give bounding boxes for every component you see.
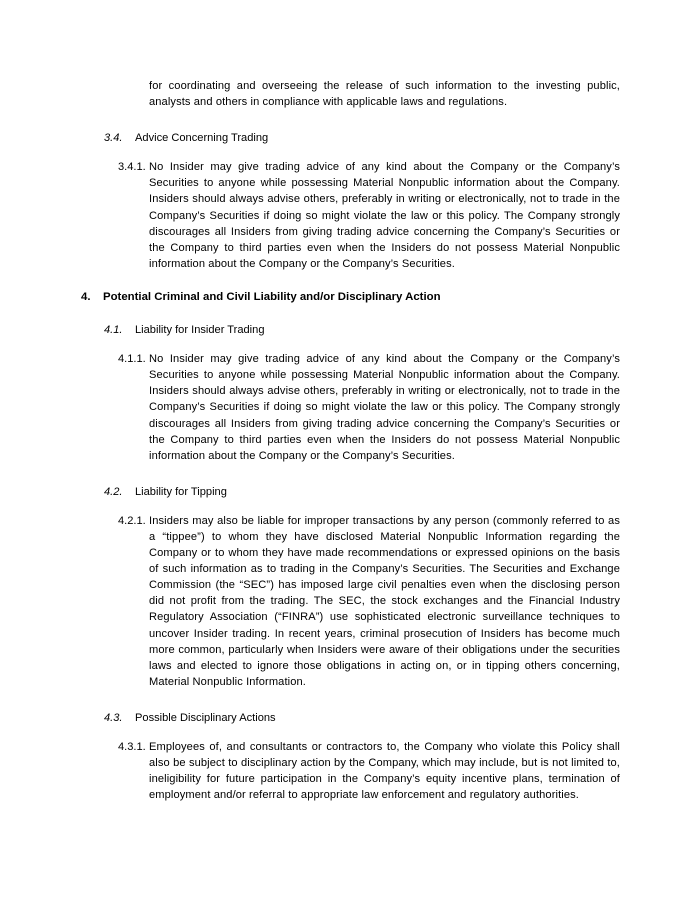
item-3-4-1-text: No Insider may give trading advice of any kind about the Company or the Company’s Securities to anyone while possessing Material Nonpublic information about the Company. Insiders should always advise others, preferably in writing or electronically, not to trade in the Company’s Securities if doing so might violate the law or this policy. The Company strongly discourages all Insiders from giving trading advice concerning the Company’s Securities or the Company to third parties even when the Insiders do not possess Material Nonpublic information about the Company or the Company’s Securities.	[149, 161, 620, 270]
spacer	[0, 110, 700, 130]
heading-4-1-number: 4.1.	[104, 324, 123, 337]
heading-4-2-number: 4.2.	[104, 485, 123, 498]
spacer	[0, 305, 700, 322]
heading-4-number: 4.	[81, 290, 91, 303]
spacer	[0, 464, 700, 484]
item-4-1-1-number: 4.1.1.	[118, 353, 146, 366]
heading-4-1-text: Liability for Insider Trading	[135, 324, 265, 337]
item-3-4-1	[0, 159, 700, 272]
spacer	[0, 500, 700, 513]
item-4-2-1-number: 4.2.1.	[118, 514, 146, 527]
continuation-paragraph: for coordinating and overseeing the release of such information to the investing public, analysts and others in compliance with applicable laws and regulations.	[149, 80, 620, 109]
spacer	[0, 690, 700, 710]
top-margin-spacer	[0, 0, 700, 78]
item-4-2-1	[0, 513, 700, 690]
heading-4-text: Potential Criminal and Civil Liability and/or Disciplinary Action	[103, 290, 441, 303]
item-4-3-1	[0, 739, 700, 803]
heading-4-3-number: 4.3.	[104, 711, 123, 724]
heading-4-3	[0, 710, 700, 726]
item-4-1-1	[0, 351, 700, 464]
item-4-1-1-text: No Insider may give trading advice of any kind about the Company or the Company’s Securities to anyone while possessing Material Nonpublic information about the Company. Insiders should always advise others, preferably in writing or electronically, not to trade in the Company’s Securities if doing so might violate the law or this policy. The Company strongly discourages all Insiders from giving trading advice concerning the Company’s Securities or the Company to third parties even when the Insiders do not possess Material Nonpublic information about the Company or the Company’s Securities.	[149, 353, 620, 462]
heading-3-4-text: Advice Concerning Trading	[135, 132, 269, 145]
item-4-2-1-text: Insiders may also be liable for improper transactions by any person (commonly referred to as a “tippee”) to whom they have disclosed Material Nonpublic Information regarding the Company or to whom they have made recommendations or expressed opinions on the basis of such information as to trading in the Company’s Securities. The Securities and Exchange Commission (the “SEC”) has imposed large civil penalties even when the disclosing person did not profit from the trading. The SEC, the stock exchanges and the Financial Industry Regulatory Association (“FINRA”) use sophisticated electronic surveillance techniques to uncover Insider trading. In recent years, criminal prosecution of Insiders has become much more common, particularly when Insiders were aware of their obligations under the securities laws and elected to ignore those obligations in acting on, or in tipping others concerning, Material Nonpublic Information.	[149, 514, 620, 688]
heading-3-4-number: 3.4.	[104, 132, 123, 145]
heading-4	[0, 289, 700, 305]
heading-3-4	[0, 130, 700, 146]
heading-4-1	[0, 322, 700, 338]
spacer	[0, 338, 700, 351]
item-4-3-1-number: 4.3.1.	[118, 741, 146, 753]
item-4-3-1-text: Employees of, and consultants or contractors to, the Company who violate this Policy shall also be subject to disciplinary action by the Company, which may include, but is not limited to, ineligibility for future participation in the Company’s equity incentive plans, termination of employment and/or referral to appropriate law enforcement and regulatory authorities.	[149, 741, 620, 802]
spacer	[0, 726, 700, 739]
heading-4-2-text: Liability for Tipping	[135, 485, 227, 498]
spacer	[0, 146, 700, 159]
item-3-4-1-number: 3.4.1.	[118, 161, 146, 174]
heading-4-2	[0, 484, 700, 500]
spacer	[0, 272, 700, 289]
heading-4-3-text: Possible Disciplinary Actions	[135, 711, 276, 724]
